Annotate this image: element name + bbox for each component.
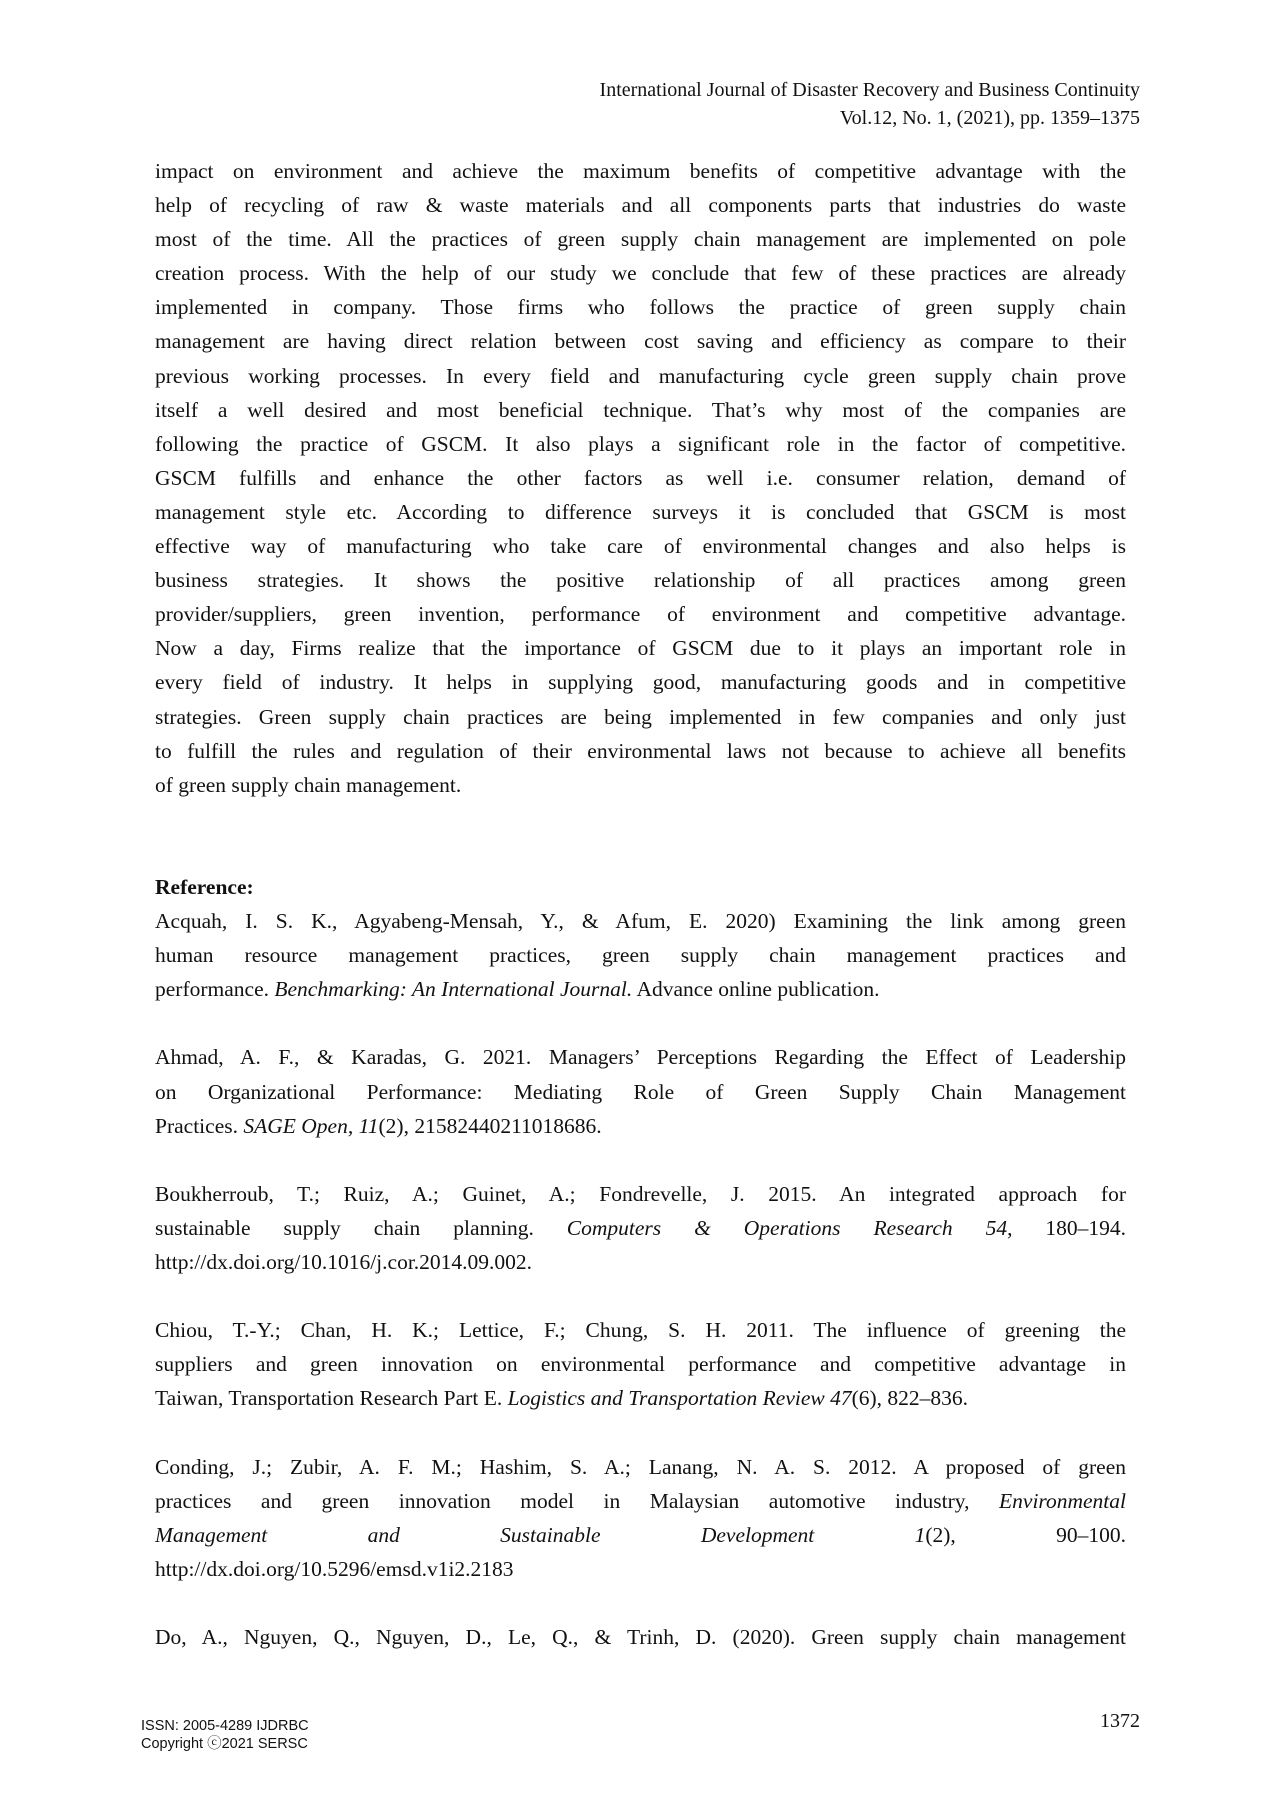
text-run: Chiou, T.-Y.; Chan, H. K.; Lettice, F.; Chung, S. H. 2011. The influence of greening the	[155, 1318, 1126, 1343]
text-run: help of recycling of raw & waste materials and all components parts that industries do waste	[155, 193, 1126, 218]
text-line	[155, 1177, 1126, 1211]
text-line	[155, 734, 1126, 768]
text-run: GSCM fulfills and enhance the other factors as well i.e. consumer relation, demand of	[155, 465, 1126, 490]
text-run: every field of industry. It helps in supplying good, manufacturing goods and in competitive	[155, 670, 1126, 695]
text-line	[155, 1518, 1126, 1552]
italic-run: SAGE Open, 11	[243, 1113, 379, 1138]
blank-line	[155, 1279, 1126, 1313]
text-run: Ahmad, A. F., & Karadas, G. 2021. Managers’ Perceptions Regarding the Effect of Leadership	[155, 1045, 1126, 1070]
text-line	[155, 1450, 1126, 1484]
text-run: Reference:	[155, 874, 254, 899]
text-line	[155, 1211, 1126, 1245]
issn: ISSN: 2005-4289 IJDRBC	[141, 1718, 309, 1734]
text-line	[155, 427, 1126, 461]
text-run: (6), 822–836.	[851, 1386, 969, 1411]
text-run: Do, A., Nguyen, Q., Nguyen, D., Le, Q., & Trinh, D. (2020). Green supply chain management	[155, 1625, 1126, 1650]
reference-chiou	[155, 1313, 1126, 1415]
page-content	[155, 154, 1126, 1654]
text-run: Now a day, Firms realize that the importance of GSCM due to it plays an important role in	[155, 636, 1126, 661]
text-run: Boukherroub, T.; Ruiz, A.; Guinet, A.; Fondrevelle, J. 2015. An integrated approach for	[155, 1181, 1126, 1206]
text-run: previous working processes. In every field and manufacturing cycle green supply chain prove	[155, 363, 1126, 388]
italic-run: Environmental	[999, 1488, 1126, 1513]
text-line	[155, 1552, 1126, 1586]
text-line	[155, 359, 1126, 393]
volume-info: Vol.12, No. 1, (2021), pp. 1359–1375	[839, 107, 1140, 129]
italic-run: Computers & Operations Research 54	[566, 1215, 1008, 1240]
text-run: effective way of manufacturing who take care of environmental changes and also helps is	[155, 534, 1126, 559]
text-line	[155, 529, 1126, 563]
text-run: implemented in company. Those firms who follows the practice of green supply chain	[155, 295, 1126, 320]
text-line	[155, 631, 1126, 665]
text-line	[155, 972, 1126, 1006]
reference-boukherroub	[155, 1177, 1126, 1279]
text-line	[155, 495, 1126, 529]
reference-do	[155, 1620, 1126, 1654]
text-run: Advance online publication.	[632, 977, 880, 1002]
text-run: creation process. With the help of our study we conclude that few of these practices are already	[155, 261, 1126, 286]
text-run: management are having direct relation between cost saving and efficiency as compare to their	[155, 329, 1126, 354]
copyright: Copyright ⓒ2021 SERSC	[141, 1736, 308, 1752]
text-run: Practices.	[155, 1113, 244, 1138]
text-run: strategies. Green supply chain practices are being implemented in few companies and only just	[155, 704, 1126, 729]
blank-line	[155, 836, 1126, 870]
blank-line	[155, 1586, 1126, 1620]
text-run: to fulfill the rules and regulation of their environmental laws not because to achieve all benefits	[155, 738, 1126, 763]
text-line	[155, 870, 1126, 904]
text-line	[155, 1620, 1126, 1654]
blank-line	[155, 802, 1126, 836]
text-run: http://dx.doi.org/10.1016/j.cor.2014.09.002.	[155, 1250, 533, 1274]
text-line	[155, 563, 1126, 597]
text-line	[155, 256, 1126, 290]
text-line	[155, 1075, 1126, 1109]
blank-line	[155, 1415, 1126, 1449]
text-run: (2), 90–100.	[925, 1522, 1126, 1547]
text-run: human resource management practices, green supply chain management practices and	[155, 943, 1126, 968]
italic-run: Management and Sustainable Development 1	[155, 1522, 926, 1547]
text-line	[155, 222, 1126, 256]
text-line	[155, 1245, 1126, 1279]
italic-run: Logistics and Transportation Review 47	[507, 1386, 852, 1411]
text-run: of green supply chain management.	[155, 772, 462, 797]
text-line	[155, 461, 1126, 495]
text-line	[155, 938, 1126, 972]
text-line	[155, 1347, 1126, 1381]
reference-ahmad	[155, 1040, 1126, 1142]
text-line	[155, 665, 1126, 699]
text-line	[155, 324, 1126, 358]
blank-line	[155, 1006, 1126, 1040]
journal-title: International Journal of Disaster Recovery and Business Continuity	[599, 79, 1140, 101]
running-header	[600, 76, 1140, 132]
reference-acquah	[155, 904, 1126, 1006]
text-line	[155, 290, 1126, 324]
references-heading	[155, 870, 1126, 904]
text-run: on Organizational Performance: Mediating Role of Green Supply Chain Management	[155, 1079, 1126, 1104]
text-line	[155, 393, 1126, 427]
text-run: Acquah, I. S. K., Agyabeng-Mensah, Y., & Afum, E. 2020) Examining the link among green	[155, 909, 1126, 934]
text-run: (2), 21582440211018686.	[378, 1113, 602, 1138]
text-line	[155, 1313, 1126, 1347]
text-run: suppliers and green innovation on environmental performance and competitive advantage in	[155, 1352, 1126, 1377]
text-run: most of the time. All the practices of green supply chain management are implemented on pole	[155, 227, 1126, 252]
text-line	[155, 700, 1126, 734]
text-run: itself a well desired and most beneficial technique. That’s why most of the companies are	[155, 397, 1126, 422]
page-number: 1372	[1100, 1710, 1140, 1732]
text-run: performance.	[155, 977, 275, 1002]
text-line	[155, 904, 1126, 938]
text-line	[155, 1381, 1126, 1415]
reference-conding	[155, 1450, 1126, 1586]
text-line	[155, 768, 1126, 802]
text-run: http://dx.doi.org/10.5296/emsd.v1i2.2183	[155, 1556, 514, 1581]
italic-run: Benchmarking: An International Journal.	[274, 977, 633, 1002]
text-run: practices and green innovation model in Malaysian automotive industry,	[155, 1488, 1000, 1513]
text-run: impact on environment and achieve the maximum benefits of competitive advantage with the	[155, 159, 1126, 183]
text-run: Taiwan, Transportation Research Part E.	[155, 1386, 508, 1411]
text-run: following the practice of GSCM. It also plays a significant role in the factor of competitive.	[155, 431, 1126, 456]
blank-line	[155, 1143, 1126, 1177]
text-run: sustainable supply chain planning.	[155, 1215, 567, 1240]
text-line	[155, 154, 1126, 188]
text-run: Conding, J.; Zubir, A. F. M.; Hashim, S. A.; Lanang, N. A. S. 2012. A proposed of green	[155, 1454, 1126, 1479]
text-run: provider/suppliers, green invention, performance of environment and competitive advantage.	[155, 602, 1126, 627]
text-line	[155, 1109, 1126, 1143]
text-line	[155, 597, 1126, 631]
text-run: business strategies. It shows the positive relationship of all practices among green	[155, 568, 1126, 593]
text-run: , 180–194.	[1007, 1215, 1127, 1240]
text-line	[155, 1484, 1126, 1518]
text-run: management style etc. According to difference surveys it is concluded that GSCM is most	[155, 499, 1126, 524]
text-line	[155, 188, 1126, 222]
footer	[141, 1717, 309, 1753]
body-paragraph	[155, 154, 1126, 802]
text-line	[155, 1040, 1126, 1074]
